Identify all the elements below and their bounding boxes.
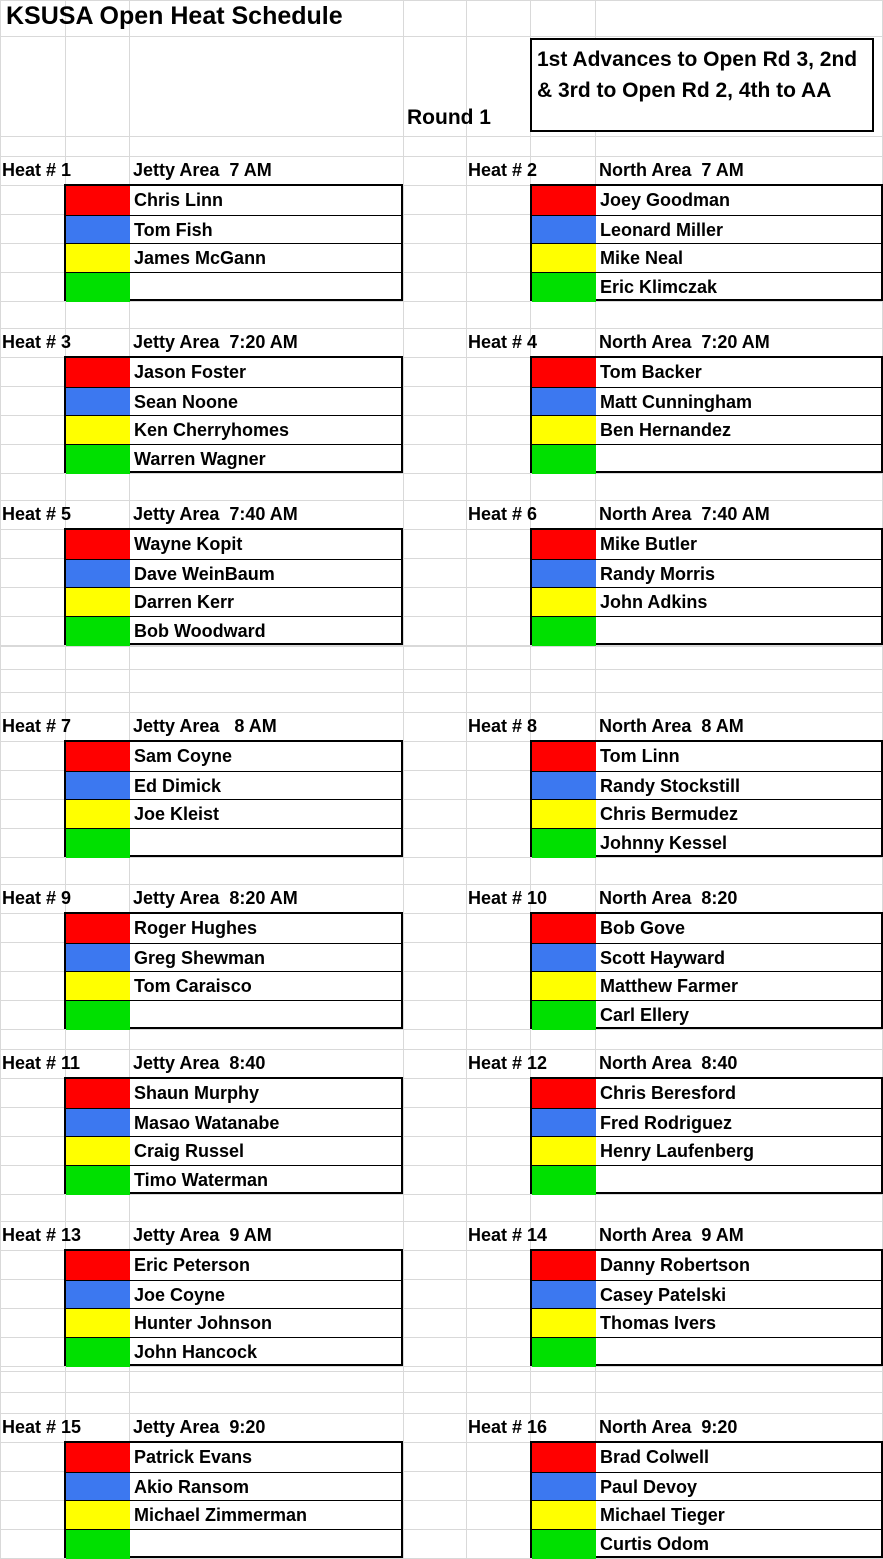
- heat-number: Heat # 1: [2, 160, 72, 180]
- green-jersey-swatch: [532, 1001, 596, 1030]
- green-jersey-swatch: [66, 1530, 130, 1559]
- yellow-jersey-swatch: [532, 1137, 596, 1166]
- rider-name: Fred Rodriguez: [600, 1112, 733, 1133]
- heat-number: Heat # 14: [468, 1225, 548, 1245]
- rider-name: Ben Hernandez: [600, 420, 732, 440]
- rider-row: [532, 771, 881, 801]
- heat-area-time: North Area 8:40: [599, 1053, 738, 1073]
- rider-row: [532, 272, 881, 302]
- rider-name: Hunter Johnson: [134, 1313, 272, 1333]
- rider-row: [66, 1136, 401, 1166]
- rider-row: [66, 616, 401, 646]
- rider-name: Bob Woodward: [134, 620, 266, 641]
- heat-rider-table: [64, 1077, 403, 1194]
- rider-row: [532, 387, 881, 417]
- rider-row: [532, 1136, 881, 1166]
- gridline: [0, 0, 883, 1]
- green-jersey-swatch: [532, 1166, 596, 1195]
- gridline: [0, 646, 883, 647]
- rider-row: [66, 559, 401, 589]
- rider-row: [66, 1079, 401, 1108]
- heat-area-time: Jetty Area 9 AM: [133, 1225, 272, 1245]
- rider-row: [532, 616, 881, 646]
- heat-area-time: Jetty Area 8:20 AM: [133, 888, 298, 908]
- gridline: [0, 36, 883, 37]
- rider-row: [532, 1251, 881, 1280]
- green-jersey-swatch: [66, 1001, 130, 1030]
- rider-row: [66, 587, 401, 617]
- rider-name: Thomas Ivers: [600, 1313, 717, 1333]
- rider-name: Eric Peterson: [134, 1255, 251, 1275]
- blue-jersey-swatch: [532, 388, 596, 417]
- rider-row: [532, 1472, 881, 1502]
- yellow-jersey-swatch: [66, 244, 130, 273]
- heat-rider-table: [530, 1249, 883, 1366]
- rider-row: [66, 914, 401, 943]
- green-jersey-swatch: [532, 1530, 596, 1559]
- heat-number: Heat # 11: [2, 1053, 81, 1073]
- gridline: [466, 0, 467, 1558]
- rider-name: Randy Morris: [600, 563, 716, 584]
- heat-area-time: North Area 7:20 AM: [599, 332, 770, 352]
- rider-name: Shaun Murphy: [134, 1083, 259, 1103]
- blue-jersey-swatch: [66, 1473, 130, 1502]
- yellow-jersey-swatch: [66, 1137, 130, 1166]
- blue-jersey-swatch: [532, 216, 596, 245]
- rider-name: Joe Kleist: [134, 804, 220, 824]
- heat-area-time: Jetty Area 9:20: [133, 1417, 266, 1437]
- rider-row: [66, 415, 401, 445]
- green-jersey-swatch: [532, 1338, 596, 1367]
- rider-name: Carl Ellery: [600, 1004, 690, 1025]
- rider-row: [66, 943, 401, 973]
- green-jersey-swatch: [66, 273, 130, 302]
- blue-jersey-swatch: [532, 1109, 596, 1138]
- heat-rider-table: [64, 184, 403, 301]
- yellow-jersey-swatch: [532, 1309, 596, 1338]
- heat-rider-table: [64, 356, 403, 473]
- rider-row: [532, 1529, 881, 1559]
- blue-jersey-swatch: [532, 944, 596, 973]
- yellow-jersey-swatch: [532, 588, 596, 617]
- rider-row: [66, 186, 401, 215]
- green-jersey-swatch: [532, 617, 596, 646]
- rider-row: [532, 1000, 881, 1030]
- rider-name: Michael Tieger: [600, 1505, 725, 1525]
- gridline: [0, 669, 883, 670]
- heat-rider-table: [64, 912, 403, 1029]
- heat-rider-table: [530, 912, 883, 1029]
- rider-row: [66, 1308, 401, 1338]
- rider-row: [66, 530, 401, 559]
- rider-row: [532, 799, 881, 829]
- green-jersey-swatch: [66, 445, 130, 474]
- heat-area-time: Jetty Area 7 AM: [133, 160, 272, 180]
- yellow-jersey-swatch: [532, 972, 596, 1001]
- rider-name: Johnny Kessel: [600, 832, 728, 853]
- red-jersey-swatch: [66, 914, 130, 943]
- rider-name: Ed Dimick: [134, 775, 222, 796]
- blue-jersey-swatch: [66, 560, 130, 589]
- heat-number: Heat # 15: [2, 1417, 82, 1437]
- rider-row: [532, 1443, 881, 1472]
- rider-name: Tom Caraisco: [134, 976, 252, 996]
- rider-row: [66, 742, 401, 771]
- rider-row: [532, 914, 881, 943]
- blue-jersey-swatch: [66, 1281, 130, 1310]
- gridline: [0, 692, 883, 693]
- gridline: [0, 0, 1, 1558]
- blue-jersey-swatch: [532, 772, 596, 801]
- rider-row: [532, 1079, 881, 1108]
- green-jersey-swatch: [532, 829, 596, 858]
- heat-number: Heat # 10: [468, 888, 548, 908]
- heat-number: Heat # 7: [2, 716, 72, 736]
- gridline: [0, 136, 883, 137]
- blue-jersey-swatch: [532, 560, 596, 589]
- red-jersey-swatch: [532, 358, 596, 387]
- heat-number: Heat # 3: [2, 332, 72, 352]
- red-jersey-swatch: [532, 1251, 596, 1280]
- rider-row: [66, 444, 401, 474]
- rider-name: Mike Neal: [600, 248, 684, 268]
- rider-name: Leonard Miller: [600, 219, 724, 240]
- yellow-jersey-swatch: [532, 800, 596, 829]
- rider-row: [532, 415, 881, 445]
- green-jersey-swatch: [66, 829, 130, 858]
- rider-row: [66, 1472, 401, 1502]
- yellow-jersey-swatch: [66, 1501, 130, 1530]
- yellow-jersey-swatch: [532, 416, 596, 445]
- rider-name: Danny Robertson: [600, 1255, 751, 1275]
- heat-rider-table: [530, 1441, 883, 1558]
- blue-jersey-swatch: [66, 944, 130, 973]
- red-jersey-swatch: [66, 742, 130, 771]
- rider-name: Wayne Kopit: [134, 534, 243, 554]
- rider-row: [532, 971, 881, 1001]
- rider-name: Sam Coyne: [134, 746, 233, 766]
- rider-row: [532, 358, 881, 387]
- heat-area-time: North Area 9 AM: [599, 1225, 744, 1245]
- heat-area-time: North Area 8:20: [599, 888, 738, 908]
- rider-row: [532, 186, 881, 215]
- heat-number: Heat # 13: [2, 1225, 82, 1245]
- rider-name: Sean Noone: [134, 391, 239, 412]
- heat-rider-table: [530, 528, 883, 645]
- blue-jersey-swatch: [66, 772, 130, 801]
- heat-number: Heat # 6: [468, 504, 538, 524]
- rider-row: [66, 1443, 401, 1472]
- heat-rider-table: [530, 1077, 883, 1194]
- rider-row: [66, 243, 401, 273]
- rider-name: Craig Russel: [134, 1141, 245, 1161]
- heat-area-time: Jetty Area 8:40: [133, 1053, 266, 1073]
- heat-rider-table: [530, 740, 883, 857]
- heat-area-time: Jetty Area 7:20 AM: [133, 332, 298, 352]
- rider-name: Matt Cunningham: [600, 391, 752, 412]
- rider-row: [532, 1500, 881, 1530]
- rider-row: [532, 1337, 881, 1367]
- gridline: [0, 1371, 883, 1372]
- heat-number: Heat # 5: [2, 504, 72, 524]
- rider-row: [66, 272, 401, 302]
- rider-row: [66, 1251, 401, 1280]
- heat-rider-table: [64, 1441, 403, 1558]
- advancement-note: 1st Advances to Open Rd 3, 2nd & 3rd to Open Rd 2, 4th to AA: [530, 38, 874, 132]
- red-jersey-swatch: [66, 1079, 130, 1108]
- green-jersey-swatch: [66, 617, 130, 646]
- rider-row: [532, 1280, 881, 1310]
- rider-name: Bob Gove: [600, 918, 686, 938]
- rider-row: [66, 1108, 401, 1138]
- rider-name: Jason Foster: [134, 362, 247, 382]
- rider-name: Tom Fish: [134, 219, 213, 240]
- heat-number: Heat # 2: [468, 160, 538, 180]
- rider-name: Brad Colwell: [600, 1447, 710, 1467]
- rider-row: [532, 943, 881, 973]
- red-jersey-swatch: [66, 1443, 130, 1472]
- blue-jersey-swatch: [66, 388, 130, 417]
- rider-row: [532, 1308, 881, 1338]
- green-jersey-swatch: [532, 445, 596, 474]
- rider-name: Ken Cherryhomes: [134, 420, 290, 440]
- rider-name: Darren Kerr: [134, 592, 235, 612]
- gridline: [0, 1392, 883, 1393]
- rider-name: Dave WeinBaum: [134, 563, 275, 584]
- heat-number: Heat # 9: [2, 888, 72, 908]
- rider-name: Randy Stockstill: [600, 775, 741, 796]
- rider-row: [532, 559, 881, 589]
- rider-name: Mike Butler: [600, 534, 698, 554]
- rider-name: Akio Ransom: [134, 1476, 250, 1497]
- rider-row: [66, 1500, 401, 1530]
- rider-row: [532, 828, 881, 858]
- red-jersey-swatch: [532, 742, 596, 771]
- rider-row: [66, 1280, 401, 1310]
- rider-name: Joe Coyne: [134, 1284, 226, 1305]
- rider-row: [66, 771, 401, 801]
- rider-name: Scott Hayward: [600, 947, 726, 968]
- rider-row: [66, 1000, 401, 1030]
- rider-name: Tom Linn: [600, 746, 680, 766]
- rider-name: Henry Laufenberg: [600, 1141, 755, 1161]
- yellow-jersey-swatch: [532, 244, 596, 273]
- rider-name: Tom Backer: [600, 362, 702, 382]
- gridline: [403, 0, 404, 1558]
- rider-row: [66, 387, 401, 417]
- rider-row: [532, 530, 881, 559]
- rider-name: Michael Zimmerman: [134, 1505, 308, 1525]
- rider-name: Timo Waterman: [134, 1169, 269, 1190]
- rider-name: Eric Klimczak: [600, 276, 718, 297]
- heat-area-time: North Area 9:20: [599, 1417, 738, 1437]
- yellow-jersey-swatch: [66, 416, 130, 445]
- rider-name: Chris Linn: [134, 190, 223, 210]
- heat-rider-table: [64, 740, 403, 857]
- heat-number: Heat # 4: [468, 332, 538, 352]
- heat-rider-table: [64, 1249, 403, 1366]
- rider-name: Matthew Farmer: [600, 976, 739, 996]
- rider-row: [532, 587, 881, 617]
- rider-name: Chris Beresford: [600, 1083, 737, 1103]
- heat-area-time: North Area 8 AM: [599, 716, 744, 736]
- rider-name: John Hancock: [134, 1341, 258, 1362]
- rider-name: Masao Watanabe: [134, 1112, 280, 1133]
- green-jersey-swatch: [532, 273, 596, 302]
- red-jersey-swatch: [532, 1079, 596, 1108]
- red-jersey-swatch: [66, 358, 130, 387]
- heat-number: Heat # 12: [468, 1053, 548, 1073]
- heat-rider-table: [64, 528, 403, 645]
- rider-row: [532, 444, 881, 474]
- heat-area-time: Jetty Area 7:40 AM: [133, 504, 298, 524]
- heat-number: Heat # 8: [468, 716, 538, 736]
- heat-area-time: Jetty Area 8 AM: [133, 716, 277, 736]
- red-jersey-swatch: [66, 1251, 130, 1280]
- rider-name: Curtis Odom: [600, 1533, 710, 1554]
- blue-jersey-swatch: [66, 216, 130, 245]
- yellow-jersey-swatch: [66, 588, 130, 617]
- red-jersey-swatch: [532, 914, 596, 943]
- rider-name: Paul Devoy: [600, 1476, 698, 1497]
- rider-row: [66, 358, 401, 387]
- red-jersey-swatch: [532, 530, 596, 559]
- rider-name: Roger Hughes: [134, 918, 258, 938]
- yellow-jersey-swatch: [66, 800, 130, 829]
- rider-row: [66, 1529, 401, 1559]
- rider-name: Patrick Evans: [134, 1447, 253, 1467]
- rider-row: [532, 1108, 881, 1138]
- rider-row: [66, 215, 401, 245]
- rider-row: [66, 799, 401, 829]
- red-jersey-swatch: [66, 186, 130, 215]
- green-jersey-swatch: [66, 1338, 130, 1367]
- red-jersey-swatch: [532, 1443, 596, 1472]
- rider-name: Casey Patelski: [600, 1284, 727, 1305]
- round-label: Round 1: [407, 106, 491, 129]
- red-jersey-swatch: [532, 186, 596, 215]
- green-jersey-swatch: [66, 1166, 130, 1195]
- blue-jersey-swatch: [532, 1473, 596, 1502]
- rider-row: [532, 243, 881, 273]
- heat-rider-table: [530, 184, 883, 301]
- blue-jersey-swatch: [66, 1109, 130, 1138]
- page-title: KSUSA Open Heat Schedule: [6, 2, 343, 30]
- heat-rider-table: [530, 356, 883, 473]
- heat-number: Heat # 16: [468, 1417, 548, 1437]
- yellow-jersey-swatch: [66, 972, 130, 1001]
- rider-row: [66, 1165, 401, 1195]
- rider-name: Joey Goodman: [600, 190, 731, 210]
- heat-area-time: North Area 7:40 AM: [599, 504, 770, 524]
- rider-name: Warren Wagner: [134, 448, 266, 469]
- yellow-jersey-swatch: [66, 1309, 130, 1338]
- blue-jersey-swatch: [532, 1281, 596, 1310]
- rider-row: [66, 828, 401, 858]
- rider-name: Chris Bermudez: [600, 804, 739, 824]
- rider-row: [66, 971, 401, 1001]
- red-jersey-swatch: [66, 530, 130, 559]
- heat-area-time: North Area 7 AM: [599, 160, 744, 180]
- rider-name: Greg Shewman: [134, 947, 266, 968]
- rider-name: James McGann: [134, 248, 267, 268]
- rider-row: [532, 742, 881, 771]
- rider-row: [532, 1165, 881, 1195]
- rider-name: John Adkins: [600, 592, 708, 612]
- rider-row: [66, 1337, 401, 1367]
- rider-row: [532, 215, 881, 245]
- yellow-jersey-swatch: [532, 1501, 596, 1530]
